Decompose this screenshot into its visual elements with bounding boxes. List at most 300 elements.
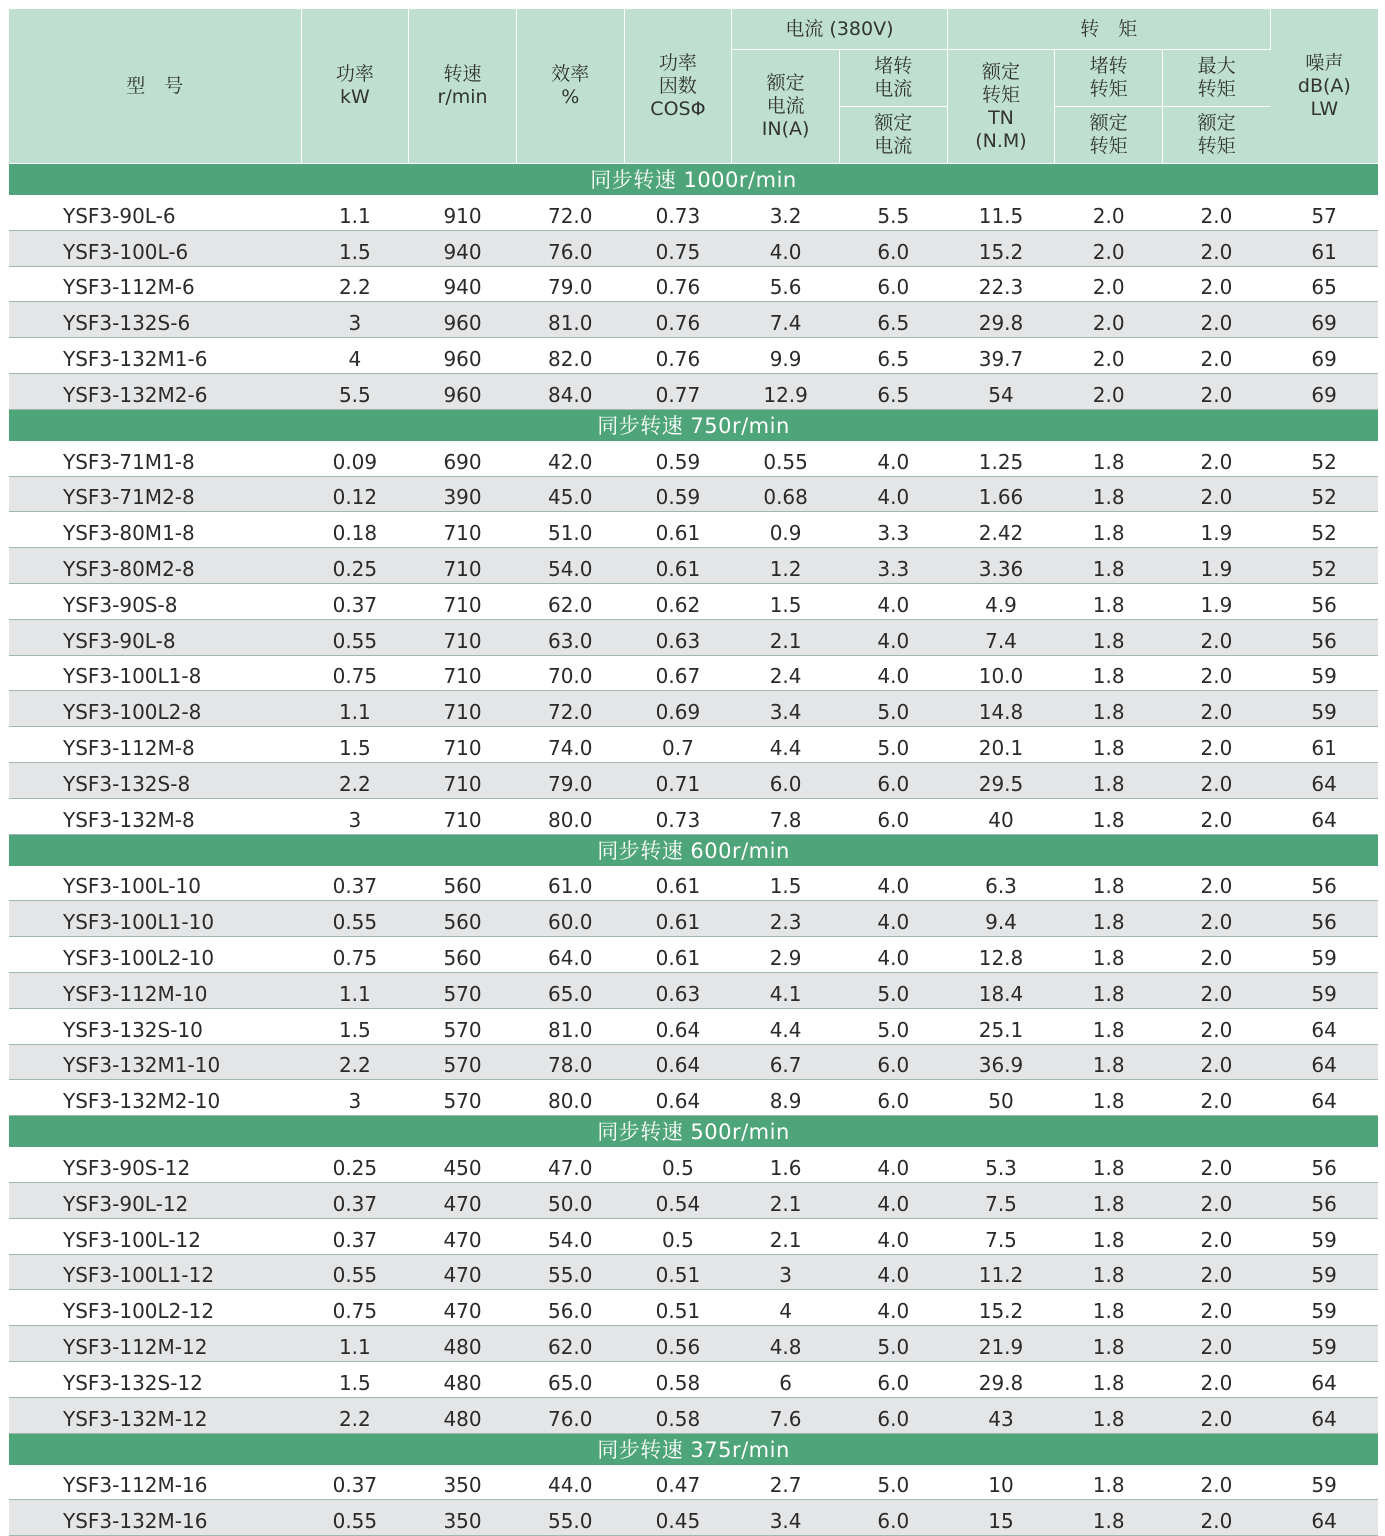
- cell-rated-current: 3: [732, 1254, 840, 1290]
- cell-speed: 710: [409, 691, 517, 727]
- cell-noise: 52: [1270, 512, 1378, 548]
- cell-efficiency: 63.0: [516, 619, 624, 655]
- table-row: [9, 691, 1378, 727]
- cell-model: YSF3-100L2-12: [9, 1290, 301, 1326]
- cell-locked-current-ratio: 6.0: [839, 230, 947, 266]
- section-header-row: [9, 164, 1378, 195]
- table-row: [9, 266, 1378, 302]
- header-line: 噪声: [1305, 51, 1344, 74]
- cell-noise: 56: [1270, 583, 1378, 619]
- cell-speed: 710: [409, 583, 517, 619]
- table-row: [9, 1397, 1378, 1433]
- cell-efficiency: 51.0: [516, 512, 624, 548]
- header-model: 型 号: [9, 9, 301, 164]
- cell-locked-torque-ratio: 1.8: [1055, 1044, 1163, 1080]
- table-row: [9, 1254, 1378, 1290]
- cell-noise: 64: [1270, 1397, 1378, 1433]
- section-header-row: [9, 409, 1378, 440]
- cell-noise: 64: [1270, 1008, 1378, 1044]
- cell-noise: 65: [1270, 266, 1378, 302]
- cell-speed: 570: [409, 1080, 517, 1116]
- section-header-row: [9, 1116, 1378, 1147]
- section-title: 同步转速 750r/min: [9, 409, 1378, 440]
- cell-power: 1.5: [301, 1008, 409, 1044]
- cell-power-factor: 0.51: [624, 1254, 732, 1290]
- header-line: 堵转: [1089, 55, 1128, 77]
- cell-locked-current-ratio: 5.0: [839, 972, 947, 1008]
- cell-power-factor: 0.61: [624, 937, 732, 973]
- cell-efficiency: 79.0: [516, 762, 624, 798]
- table-row: [9, 619, 1378, 655]
- cell-noise: 59: [1270, 1254, 1378, 1290]
- cell-max-torque-ratio: 2.0: [1163, 1147, 1271, 1183]
- cell-rated-torque: 18.4: [947, 972, 1055, 1008]
- header-line: TN: [988, 106, 1014, 129]
- cell-model: YSF3-132S-10: [9, 1008, 301, 1044]
- cell-rated-current: 9.9: [732, 338, 840, 374]
- table-row: [9, 338, 1378, 374]
- cell-efficiency: 82.0: [516, 338, 624, 374]
- cell-rated-torque: 4.9: [947, 583, 1055, 619]
- header-torque-group: 转 矩: [947, 9, 1270, 50]
- table-row: [9, 476, 1378, 512]
- table-row: [9, 972, 1378, 1008]
- cell-rated-current: 2.1: [732, 619, 840, 655]
- cell-rated-torque: 2.42: [947, 512, 1055, 548]
- cell-speed: 710: [409, 727, 517, 763]
- cell-locked-torque-ratio: 1.8: [1055, 619, 1163, 655]
- cell-locked-torque-ratio: 2.0: [1055, 302, 1163, 338]
- table-row: [9, 655, 1378, 691]
- cell-noise: 64: [1270, 798, 1378, 834]
- cell-rated-torque: 1.25: [947, 440, 1055, 476]
- cell-power: 5.5: [301, 373, 409, 409]
- cell-model: YSF3-112M-8: [9, 727, 301, 763]
- cell-power-factor: 0.76: [624, 266, 732, 302]
- cell-speed: 560: [409, 937, 517, 973]
- cell-speed: 960: [409, 373, 517, 409]
- cell-power-factor: 0.58: [624, 1397, 732, 1433]
- cell-locked-torque-ratio: 1.8: [1055, 691, 1163, 727]
- cell-locked-torque-ratio: 1.8: [1055, 655, 1163, 691]
- header-line: LW: [1310, 97, 1339, 120]
- cell-locked-current-ratio: 6.0: [839, 798, 947, 834]
- cell-locked-torque-ratio: 1.8: [1055, 1290, 1163, 1326]
- cell-rated-torque: 10.0: [947, 655, 1055, 691]
- cell-rated-current: 1.6: [732, 1147, 840, 1183]
- cell-max-torque-ratio: 2.0: [1163, 798, 1271, 834]
- cell-noise: 52: [1270, 440, 1378, 476]
- cell-rated-torque: 39.7: [947, 338, 1055, 374]
- cell-locked-current-ratio: 6.0: [839, 1397, 947, 1433]
- cell-speed: 450: [409, 1147, 517, 1183]
- cell-power: 2.2: [301, 266, 409, 302]
- cell-power-factor: 0.63: [624, 972, 732, 1008]
- cell-noise: 56: [1270, 1182, 1378, 1218]
- cell-model: YSF3-132M-12: [9, 1397, 301, 1433]
- cell-efficiency: 42.0: [516, 440, 624, 476]
- cell-locked-current-ratio: 5.0: [839, 1008, 947, 1044]
- cell-locked-current-ratio: 4.0: [839, 901, 947, 937]
- cell-power-factor: 0.61: [624, 865, 732, 901]
- cell-locked-torque-ratio: 1.8: [1055, 1500, 1163, 1536]
- cell-efficiency: 80.0: [516, 1080, 624, 1116]
- cell-locked-current-ratio: 3.3: [839, 548, 947, 584]
- cell-model: YSF3-100L-12: [9, 1218, 301, 1254]
- cell-power-factor: 0.5: [624, 1147, 732, 1183]
- header-line: 效率: [551, 63, 590, 85]
- section-title: 同步转速 500r/min: [9, 1116, 1378, 1147]
- cell-locked-torque-ratio: 2.0: [1055, 338, 1163, 374]
- cell-model: YSF3-132S-6: [9, 302, 301, 338]
- cell-efficiency: 55.0: [516, 1254, 624, 1290]
- cell-rated-current: 4: [732, 1290, 840, 1326]
- table-row: [9, 1500, 1378, 1536]
- header-line: 电流: [874, 135, 913, 157]
- cell-power-factor: 0.59: [624, 476, 732, 512]
- cell-noise: 69: [1270, 373, 1378, 409]
- cell-locked-current-ratio: 4.0: [839, 619, 947, 655]
- table-row: [9, 195, 1378, 231]
- cell-rated-torque: 7.5: [947, 1218, 1055, 1254]
- cell-power: 0.37: [301, 1464, 409, 1500]
- header-locked-current: [839, 50, 947, 107]
- header-line: IN(A): [761, 118, 810, 140]
- cell-max-torque-ratio: 2.0: [1163, 1044, 1271, 1080]
- cell-rated-torque: 1.66: [947, 476, 1055, 512]
- cell-rated-current: 6.0: [732, 762, 840, 798]
- table-row: [9, 1044, 1378, 1080]
- cell-rated-current: 4.4: [732, 1008, 840, 1044]
- cell-max-torque-ratio: 1.9: [1163, 548, 1271, 584]
- cell-power: 3: [301, 302, 409, 338]
- cell-speed: 480: [409, 1361, 517, 1397]
- cell-power: 0.55: [301, 1254, 409, 1290]
- cell-power: 1.1: [301, 972, 409, 1008]
- cell-speed: 470: [409, 1182, 517, 1218]
- cell-noise: 56: [1270, 1147, 1378, 1183]
- cell-power: 4: [301, 338, 409, 374]
- table-row: [9, 1182, 1378, 1218]
- cell-locked-torque-ratio: 1.8: [1055, 798, 1163, 834]
- cell-rated-current: 12.9: [732, 373, 840, 409]
- cell-power: 1.1: [301, 691, 409, 727]
- header-line: 转矩: [1197, 78, 1236, 100]
- cell-max-torque-ratio: 1.9: [1163, 512, 1271, 548]
- cell-rated-torque: 29.8: [947, 1361, 1055, 1397]
- cell-noise: 52: [1270, 548, 1378, 584]
- cell-speed: 960: [409, 302, 517, 338]
- cell-max-torque-ratio: 2.0: [1163, 655, 1271, 691]
- cell-speed: 910: [409, 195, 517, 231]
- cell-locked-current-ratio: 6.0: [839, 1080, 947, 1116]
- cell-locked-torque-ratio: 2.0: [1055, 266, 1163, 302]
- cell-max-torque-ratio: 2.0: [1163, 619, 1271, 655]
- cell-efficiency: 54.0: [516, 1218, 624, 1254]
- cell-power-factor: 0.7: [624, 727, 732, 763]
- header-line: 额定: [1197, 112, 1236, 134]
- cell-efficiency: 74.0: [516, 727, 624, 763]
- cell-rated-current: 2.7: [732, 1464, 840, 1500]
- table-row: [9, 373, 1378, 409]
- header-line: 转矩: [981, 83, 1020, 106]
- cell-model: YSF3-90L-8: [9, 619, 301, 655]
- cell-max-torque-ratio: 2.0: [1163, 1464, 1271, 1500]
- cell-model: YSF3-71M2-8: [9, 476, 301, 512]
- header-locked-torque-denominator: [1055, 107, 1163, 164]
- cell-rated-current: 0.68: [732, 476, 840, 512]
- cell-noise: 59: [1270, 655, 1378, 691]
- cell-model: YSF3-112M-16: [9, 1464, 301, 1500]
- cell-rated-current: 1.5: [732, 583, 840, 619]
- table-row: [9, 762, 1378, 798]
- cell-rated-current: 1.2: [732, 548, 840, 584]
- cell-rated-torque: 11.5: [947, 195, 1055, 231]
- cell-power: 3: [301, 1080, 409, 1116]
- table-row: [9, 937, 1378, 973]
- cell-rated-torque: 20.1: [947, 727, 1055, 763]
- cell-locked-current-ratio: 5.0: [839, 1326, 947, 1362]
- cell-efficiency: 55.0: [516, 1500, 624, 1536]
- cell-noise: 64: [1270, 1080, 1378, 1116]
- cell-power: 0.12: [301, 476, 409, 512]
- cell-rated-torque: 12.8: [947, 937, 1055, 973]
- cell-max-torque-ratio: 2.0: [1163, 972, 1271, 1008]
- cell-noise: 59: [1270, 1464, 1378, 1500]
- cell-power: 1.5: [301, 230, 409, 266]
- cell-efficiency: 78.0: [516, 1044, 624, 1080]
- cell-noise: 64: [1270, 762, 1378, 798]
- cell-efficiency: 64.0: [516, 937, 624, 973]
- cell-locked-current-ratio: 4.0: [839, 1254, 947, 1290]
- cell-max-torque-ratio: 2.0: [1163, 338, 1271, 374]
- cell-power-factor: 0.67: [624, 655, 732, 691]
- cell-locked-torque-ratio: 1.8: [1055, 476, 1163, 512]
- cell-speed: 570: [409, 1008, 517, 1044]
- cell-locked-torque-ratio: 1.8: [1055, 1397, 1163, 1433]
- table-row: [9, 1290, 1378, 1326]
- cell-noise: 52: [1270, 476, 1378, 512]
- cell-power-factor: 0.61: [624, 548, 732, 584]
- cell-locked-torque-ratio: 2.0: [1055, 195, 1163, 231]
- header-line: COSΦ: [650, 97, 706, 120]
- cell-power-factor: 0.59: [624, 440, 732, 476]
- cell-rated-torque: 14.8: [947, 691, 1055, 727]
- cell-rated-current: 2.3: [732, 901, 840, 937]
- cell-max-torque-ratio: 2.0: [1163, 1254, 1271, 1290]
- cell-locked-current-ratio: 4.0: [839, 1290, 947, 1326]
- cell-locked-torque-ratio: 1.8: [1055, 1147, 1163, 1183]
- section-title: 同步转速 1000r/min: [9, 164, 1378, 195]
- cell-rated-current: 4.0: [732, 230, 840, 266]
- cell-noise: 57: [1270, 195, 1378, 231]
- cell-power: 0.55: [301, 901, 409, 937]
- cell-power-factor: 0.61: [624, 901, 732, 937]
- cell-locked-torque-ratio: 1.8: [1055, 1008, 1163, 1044]
- cell-locked-torque-ratio: 1.8: [1055, 762, 1163, 798]
- cell-locked-current-ratio: 6.5: [839, 373, 947, 409]
- cell-rated-torque: 5.3: [947, 1147, 1055, 1183]
- cell-model: YSF3-100L1-12: [9, 1254, 301, 1290]
- cell-rated-current: 6.7: [732, 1044, 840, 1080]
- cell-locked-current-ratio: 4.0: [839, 440, 947, 476]
- cell-rated-current: 3.4: [732, 1500, 840, 1536]
- cell-efficiency: 60.0: [516, 901, 624, 937]
- cell-speed: 710: [409, 655, 517, 691]
- cell-speed: 570: [409, 1044, 517, 1080]
- cell-speed: 570: [409, 972, 517, 1008]
- cell-speed: 350: [409, 1500, 517, 1536]
- cell-rated-torque: 15: [947, 1500, 1055, 1536]
- cell-locked-current-ratio: 4.0: [839, 655, 947, 691]
- cell-max-torque-ratio: 2.0: [1163, 1500, 1271, 1536]
- cell-efficiency: 84.0: [516, 373, 624, 409]
- header-locked-torque: [1055, 50, 1163, 107]
- cell-speed: 960: [409, 338, 517, 374]
- header-current-group: 电流 (380V): [732, 9, 947, 50]
- cell-locked-current-ratio: 5.0: [839, 1464, 947, 1500]
- cell-noise: 64: [1270, 1500, 1378, 1536]
- cell-rated-current: 5.6: [732, 266, 840, 302]
- header-noise: [1270, 9, 1378, 164]
- cell-rated-current: 7.8: [732, 798, 840, 834]
- cell-efficiency: 81.0: [516, 302, 624, 338]
- cell-power-factor: 0.54: [624, 1182, 732, 1218]
- cell-model: YSF3-100L-6: [9, 230, 301, 266]
- cell-power-factor: 0.51: [624, 1290, 732, 1326]
- cell-rated-current: 8.9: [732, 1080, 840, 1116]
- cell-model: YSF3-90L-12: [9, 1182, 301, 1218]
- table-row: [9, 1218, 1378, 1254]
- cell-rated-torque: 50: [947, 1080, 1055, 1116]
- table-body: [9, 164, 1378, 1536]
- cell-efficiency: 65.0: [516, 972, 624, 1008]
- cell-model: YSF3-132M-16: [9, 1500, 301, 1536]
- cell-locked-torque-ratio: 1.8: [1055, 727, 1163, 763]
- cell-power-factor: 0.56: [624, 1326, 732, 1362]
- cell-power: 0.37: [301, 865, 409, 901]
- cell-rated-current: 2.9: [732, 937, 840, 973]
- cell-model: YSF3-132M2-6: [9, 373, 301, 409]
- cell-noise: 56: [1270, 619, 1378, 655]
- cell-power-factor: 0.75: [624, 230, 732, 266]
- cell-rated-current: 2.1: [732, 1182, 840, 1218]
- cell-power-factor: 0.73: [624, 195, 732, 231]
- cell-power: 2.2: [301, 1044, 409, 1080]
- cell-rated-torque: 25.1: [947, 1008, 1055, 1044]
- cell-efficiency: 72.0: [516, 691, 624, 727]
- cell-rated-torque: 10: [947, 1464, 1055, 1500]
- cell-max-torque-ratio: 2.0: [1163, 302, 1271, 338]
- cell-max-torque-ratio: 2.0: [1163, 440, 1271, 476]
- cell-locked-current-ratio: 4.0: [839, 1147, 947, 1183]
- cell-power-factor: 0.64: [624, 1080, 732, 1116]
- table-row: [9, 1361, 1378, 1397]
- cell-model: YSF3-132S-12: [9, 1361, 301, 1397]
- header-line: 转矩: [1089, 135, 1128, 157]
- cell-speed: 470: [409, 1254, 517, 1290]
- cell-locked-current-ratio: 4.0: [839, 865, 947, 901]
- table-row: [9, 727, 1378, 763]
- cell-noise: 61: [1270, 230, 1378, 266]
- cell-max-torque-ratio: 2.0: [1163, 937, 1271, 973]
- cell-power-factor: 0.45: [624, 1500, 732, 1536]
- cell-power: 0.37: [301, 1182, 409, 1218]
- cell-power-factor: 0.71: [624, 762, 732, 798]
- cell-model: YSF3-132M2-10: [9, 1080, 301, 1116]
- header-line: 额定: [874, 112, 913, 134]
- cell-speed: 470: [409, 1218, 517, 1254]
- cell-max-torque-ratio: 2.0: [1163, 901, 1271, 937]
- cell-power: 0.75: [301, 937, 409, 973]
- cell-locked-torque-ratio: 1.8: [1055, 1080, 1163, 1116]
- section-header-row: [9, 1433, 1378, 1464]
- cell-max-torque-ratio: 2.0: [1163, 195, 1271, 231]
- cell-locked-torque-ratio: 1.8: [1055, 1464, 1163, 1500]
- cell-max-torque-ratio: 2.0: [1163, 865, 1271, 901]
- header-line: 电流: [874, 78, 913, 100]
- cell-noise: 56: [1270, 865, 1378, 901]
- cell-power-factor: 0.64: [624, 1008, 732, 1044]
- spec-table-container: [9, 9, 1378, 1536]
- cell-speed: 710: [409, 798, 517, 834]
- cell-efficiency: 62.0: [516, 1326, 624, 1362]
- cell-model: YSF3-132M1-10: [9, 1044, 301, 1080]
- cell-speed: 710: [409, 512, 517, 548]
- cell-max-torque-ratio: 2.0: [1163, 230, 1271, 266]
- cell-locked-torque-ratio: 1.8: [1055, 1182, 1163, 1218]
- cell-power: 1.5: [301, 1361, 409, 1397]
- cell-locked-current-ratio: 6.5: [839, 302, 947, 338]
- cell-model: YSF3-112M-10: [9, 972, 301, 1008]
- cell-locked-torque-ratio: 1.8: [1055, 865, 1163, 901]
- cell-efficiency: 45.0: [516, 476, 624, 512]
- cell-power: 0.37: [301, 1218, 409, 1254]
- header-efficiency: [516, 9, 624, 164]
- cell-efficiency: 80.0: [516, 798, 624, 834]
- cell-efficiency: 54.0: [516, 548, 624, 584]
- cell-noise: 59: [1270, 1290, 1378, 1326]
- cell-model: YSF3-100L2-10: [9, 937, 301, 973]
- cell-rated-torque: 29.5: [947, 762, 1055, 798]
- cell-speed: 710: [409, 762, 517, 798]
- header-rated-current: [732, 50, 840, 164]
- table-row: [9, 1326, 1378, 1362]
- section-header-row: [9, 834, 1378, 865]
- cell-locked-torque-ratio: 1.8: [1055, 583, 1163, 619]
- cell-efficiency: 72.0: [516, 195, 624, 231]
- cell-power: 0.55: [301, 619, 409, 655]
- table-row: [9, 440, 1378, 476]
- cell-model: YSF3-100L1-8: [9, 655, 301, 691]
- cell-noise: 59: [1270, 937, 1378, 973]
- cell-rated-torque: 15.2: [947, 1290, 1055, 1326]
- cell-efficiency: 79.0: [516, 266, 624, 302]
- cell-locked-current-ratio: 4.0: [839, 476, 947, 512]
- cell-efficiency: 65.0: [516, 1361, 624, 1397]
- cell-efficiency: 47.0: [516, 1147, 624, 1183]
- cell-speed: 560: [409, 901, 517, 937]
- cell-rated-current: 6: [732, 1361, 840, 1397]
- cell-rated-current: 4.4: [732, 727, 840, 763]
- cell-locked-current-ratio: 6.5: [839, 338, 947, 374]
- cell-power-factor: 0.64: [624, 1044, 732, 1080]
- cell-model: YSF3-90S-8: [9, 583, 301, 619]
- cell-power-factor: 0.73: [624, 798, 732, 834]
- cell-power: 0.37: [301, 583, 409, 619]
- cell-rated-torque: 3.36: [947, 548, 1055, 584]
- cell-rated-current: 4.1: [732, 972, 840, 1008]
